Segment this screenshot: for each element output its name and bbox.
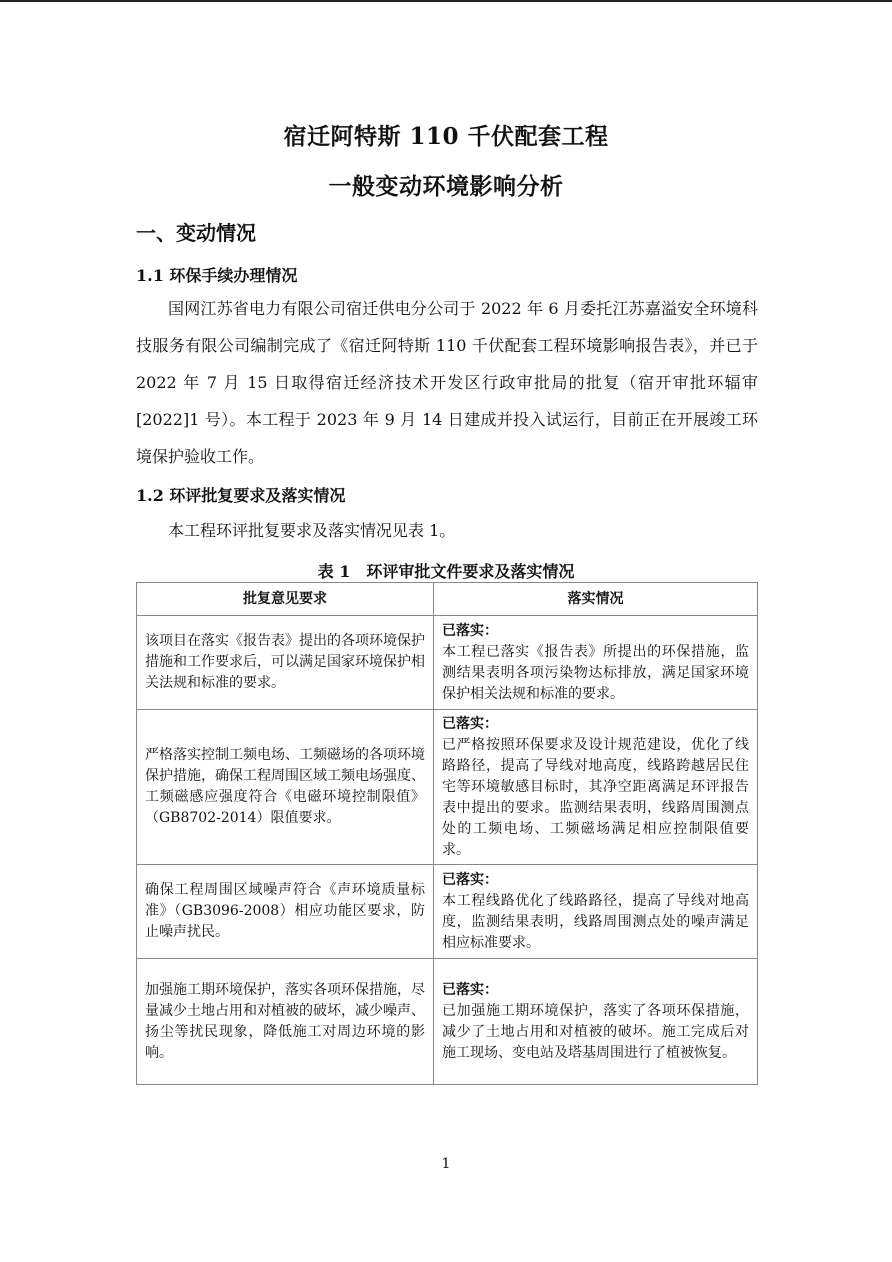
status-label: 已落实： (442, 871, 498, 888)
table-header-row (137, 583, 758, 616)
page-number: 1 (441, 1156, 451, 1172)
status-cell (434, 959, 758, 1085)
approval-requirements-table (136, 582, 758, 1085)
document-title-line1: 宿迁阿特斯 110 千伏配套工程 (283, 123, 609, 150)
table-row (137, 865, 758, 959)
paragraph-table-reference: 本工程环评批复要求及落实情况见表 1。 (168, 521, 456, 540)
table-row (137, 710, 758, 865)
document-title-line2: 一般变动环境影响分析 (328, 173, 564, 200)
status-label: 已落实： (442, 622, 498, 639)
subsection-heading-1-2: 1.2 环评批复要求及落实情况 (136, 486, 346, 505)
header-requirement: 批复意见要求 (137, 583, 434, 616)
status-cell (434, 710, 758, 865)
status-cell (434, 616, 758, 710)
table-row (137, 959, 758, 1085)
top-border-line (0, 0, 892, 2)
table-caption: 表 1 环评审批文件要求及落实情况 (317, 562, 575, 581)
subsection-heading-1-1: 1.1 环保手续办理情况 (136, 266, 298, 285)
section-heading-changes: 一、变动情况 (136, 221, 256, 245)
status-label: 已落实： (442, 715, 498, 732)
requirement-cell: 加强施工期环境保护，落实各项环保措施，尽量减少土地占用和对植被的破坏，减少噪声、扬尘等扰民现象，降低施工对周边环境的影响。 (137, 959, 434, 1085)
status-detail: 已严格按照环保要求及设计规范建设，优化了线路路径，提高了导线对地高度，线路跨越居民住宅等环境敏感目标时，其净空距离满足环评报告表中提出的要求。监测结果表明，线路周围测点处的工频电场、工频磁场满足相应控制限值要求。 (442, 736, 749, 858)
status-cell (434, 865, 758, 959)
status-detail: 本工程线路优化了线路路径，提高了导线对地高度，监测结果表明，线路周围测点处的噪声满足相应标准要求。 (442, 892, 749, 951)
status-detail: 已加强施工期环境保护，落实了各项环保措施，减少了土地占用和对植被的破坏。施工完成后对施工现场、变电站及塔基周围进行了植被恢复。 (442, 1002, 749, 1061)
requirement-cell: 严格落实控制工频电场、工频磁场的各项环境保护措施，确保工程周围区域工频电场强度、工频磁感应强度符合《电磁环境控制限值》（GB8702-2014）限值要求。 (137, 710, 434, 865)
header-status: 落实情况 (434, 583, 758, 616)
requirement-cell: 确保工程周围区域噪声符合《声环境质量标准》（GB3096-2008）相应功能区要求，防止噪声扰民。 (137, 865, 434, 959)
paragraph-procedures: 国网江苏省电力有限公司宿迁供电分公司于 2022 年 6 月委托江苏嘉溢安全环境科技服务有限公司编制完成了《宿迁阿特斯 110 千伏配套工程环境影响报告表》，并已于 2022 年 7 月 15 日取得宿迁经济技术开发区行政审批局的批复（宿开审批环辐审[2022]1 号）。本工程于 2023 年 9 月 14 日建成并投入试运行，目前正在开展竣工环境保护验收工作。 (136, 299, 758, 466)
table-row (137, 616, 758, 710)
requirement-cell: 该项目在落实《报告表》提出的各项环境保护措施和工作要求后，可以满足国家环境保护相关法规和标准的要求。 (137, 616, 434, 710)
status-detail: 本工程已落实《报告表》所提出的环保措施，监测结果表明各项污染物达标排放，满足国家环境保护相关法规和标准的要求。 (442, 643, 749, 702)
status-label: 已落实： (442, 981, 498, 998)
